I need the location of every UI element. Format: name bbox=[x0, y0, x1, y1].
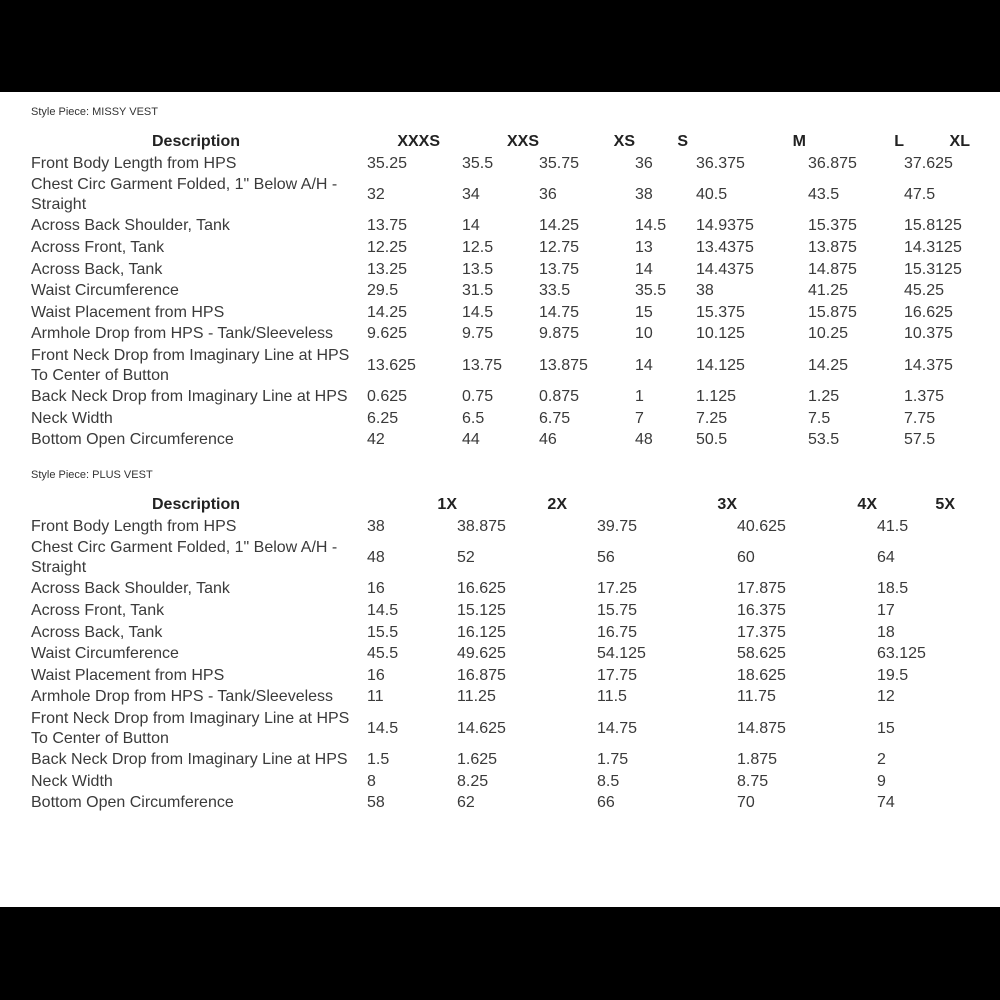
measurement-value: 14.9375 bbox=[696, 217, 754, 235]
measurement-value: 8.25 bbox=[457, 772, 489, 790]
description-header: Description bbox=[152, 495, 241, 513]
measurement-value: 36 bbox=[635, 154, 653, 172]
measurement-value: 18.625 bbox=[737, 666, 786, 684]
measurement-label: Back Neck Drop from Imaginary Line at HPS bbox=[31, 750, 348, 768]
table-row bbox=[0, 175, 1000, 216]
measurement-value: 9.875 bbox=[539, 325, 580, 343]
measurement-value: 1.25 bbox=[808, 387, 840, 405]
measurement-value: 38 bbox=[635, 186, 653, 204]
measurement-label: Armhole Drop from HPS - Tank/Sleeveless bbox=[31, 325, 334, 343]
measurement-value: 29.5 bbox=[367, 282, 399, 300]
measurement-value: 37.625 bbox=[904, 154, 953, 172]
measurement-label: Neck Width bbox=[31, 772, 113, 790]
measurement-value: 14.75 bbox=[539, 303, 580, 321]
measurement-value: 13.25 bbox=[367, 260, 408, 278]
measurement-value: 38 bbox=[696, 282, 714, 300]
header-row bbox=[0, 493, 1000, 516]
measurement-value: 6.25 bbox=[367, 409, 399, 427]
measurement-value: 6.5 bbox=[462, 409, 485, 427]
measurement-value: 14.75 bbox=[597, 719, 638, 737]
measurement-value: 57.5 bbox=[904, 431, 936, 449]
measurement-label: Front Body Length from HPS bbox=[31, 154, 237, 172]
measurement-value: 48 bbox=[367, 549, 385, 567]
measurement-value: 18.5 bbox=[877, 580, 909, 598]
measurement-value: 14.5 bbox=[462, 303, 494, 321]
table-row bbox=[0, 429, 1000, 451]
measurement-label: Back Neck Drop from Imaginary Line at HPS bbox=[31, 387, 348, 405]
measurement-value: 35.25 bbox=[367, 154, 408, 172]
measurement-value: 15.125 bbox=[457, 601, 506, 619]
size-header: 5X bbox=[935, 495, 955, 513]
measurement-label: Bottom Open Circumference bbox=[31, 794, 234, 812]
measurement-value: 10.125 bbox=[696, 325, 745, 343]
measurement-value: 32 bbox=[367, 186, 385, 204]
measurement-value: 14.25 bbox=[367, 303, 408, 321]
measurement-value: 36 bbox=[539, 186, 557, 204]
measurement-value: 34 bbox=[462, 186, 480, 204]
measurement-value: 63.125 bbox=[877, 645, 926, 663]
size-header: XXS bbox=[506, 132, 539, 150]
measurement-value: 7.25 bbox=[696, 409, 728, 427]
measurement-value: 13.4375 bbox=[696, 238, 754, 256]
measurement-value: 0.875 bbox=[539, 387, 580, 405]
measurement-value: 15.8125 bbox=[904, 217, 962, 235]
size-header: XXXS bbox=[397, 132, 440, 150]
measurement-value: 17.375 bbox=[737, 623, 786, 641]
measurement-label: Waist Circumference bbox=[31, 645, 179, 663]
measurement-value: 14 bbox=[462, 217, 480, 235]
table-row bbox=[0, 579, 1000, 601]
measurement-value: 1.875 bbox=[737, 750, 778, 768]
measurement-value: 2 bbox=[877, 750, 886, 768]
measurement-value: 16.125 bbox=[457, 623, 506, 641]
measurement-value: 13.875 bbox=[539, 356, 588, 374]
measurement-value: 1.5 bbox=[367, 750, 390, 768]
size-header: 1X bbox=[437, 495, 457, 513]
table-row bbox=[0, 280, 1000, 302]
measurement-value: 9.75 bbox=[462, 325, 494, 343]
measurement-value: 44 bbox=[462, 431, 480, 449]
measurement-value: 56 bbox=[597, 549, 615, 567]
measurement-value: 8.5 bbox=[597, 772, 620, 790]
measurement-value: 49.625 bbox=[457, 645, 506, 663]
missy-vest-table bbox=[0, 130, 1000, 451]
measurement-label: Across Front, Tank bbox=[31, 601, 165, 619]
measurement-value: 60 bbox=[737, 549, 755, 567]
measurement-label: Waist Placement from HPS bbox=[31, 303, 225, 321]
measurement-label: Chest Circ Garment Folded, 1" Below A/H - Straight bbox=[31, 176, 338, 214]
measurement-value: 38 bbox=[367, 517, 385, 535]
table-row bbox=[0, 516, 1000, 538]
measurement-label: Armhole Drop from HPS - Tank/Sleeveless bbox=[31, 688, 334, 706]
measurement-value: 14.4375 bbox=[696, 260, 754, 278]
table-row bbox=[0, 345, 1000, 386]
measurement-value: 40.625 bbox=[737, 517, 786, 535]
measurement-value: 15.75 bbox=[597, 601, 638, 619]
table-row bbox=[0, 600, 1000, 622]
table-row bbox=[0, 259, 1000, 281]
table-row bbox=[0, 153, 1000, 175]
measurement-label: Neck Width bbox=[31, 409, 113, 427]
measurement-value: 53.5 bbox=[808, 431, 840, 449]
table-row bbox=[0, 302, 1000, 324]
measurement-value: 10.25 bbox=[808, 325, 849, 343]
size-chart-sheet bbox=[0, 92, 1000, 907]
measurement-value: 31.5 bbox=[462, 282, 494, 300]
measurement-value: 33.5 bbox=[539, 282, 571, 300]
measurement-value: 15 bbox=[635, 303, 653, 321]
measurement-value: 16.625 bbox=[904, 303, 953, 321]
table-row bbox=[0, 216, 1000, 238]
table-row bbox=[0, 324, 1000, 346]
measurement-value: 48 bbox=[635, 431, 653, 449]
measurement-label: Waist Placement from HPS bbox=[31, 666, 225, 684]
measurement-value: 15.875 bbox=[808, 303, 857, 321]
measurement-value: 16.75 bbox=[597, 623, 638, 641]
measurement-value: 19.5 bbox=[877, 666, 909, 684]
measurement-value: 11.25 bbox=[457, 688, 496, 706]
measurement-value: 9.625 bbox=[367, 325, 408, 343]
plus-vest-table bbox=[0, 493, 1000, 814]
table-row bbox=[0, 771, 1000, 793]
measurement-value: 15.3125 bbox=[904, 260, 962, 278]
measurement-value: 41.25 bbox=[808, 282, 849, 300]
size-header: 4X bbox=[857, 495, 877, 513]
size-header: M bbox=[792, 132, 806, 150]
measurement-value: 38.875 bbox=[457, 517, 506, 535]
measurement-value: 10.375 bbox=[904, 325, 953, 343]
measurement-value: 14.875 bbox=[808, 260, 857, 278]
measurement-value: 42 bbox=[367, 431, 385, 449]
measurement-value: 15.5 bbox=[367, 623, 399, 641]
table-row bbox=[0, 643, 1000, 665]
measurement-value: 43.5 bbox=[808, 186, 840, 204]
table-row bbox=[0, 665, 1000, 687]
plus-style-piece-title: Style Piece: PLUS VEST bbox=[31, 469, 153, 481]
measurement-value: 1 bbox=[635, 387, 644, 405]
size-header: XL bbox=[949, 132, 970, 150]
header-row bbox=[0, 130, 1000, 153]
table-row bbox=[0, 687, 1000, 709]
measurement-value: 13.75 bbox=[539, 260, 580, 278]
measurement-value: 7.5 bbox=[808, 409, 831, 427]
measurement-value: 14.625 bbox=[457, 719, 506, 737]
measurement-value: 14.375 bbox=[904, 356, 953, 374]
measurement-value: 14.875 bbox=[737, 719, 786, 737]
measurement-value: 36.375 bbox=[696, 154, 745, 172]
measurement-value: 18 bbox=[877, 623, 895, 641]
measurement-value: 12.25 bbox=[367, 238, 408, 256]
measurement-value: 17.875 bbox=[737, 580, 786, 598]
measurement-label: Across Back, Tank bbox=[31, 623, 163, 641]
measurement-value: 54.125 bbox=[597, 645, 646, 663]
measurement-value: 35.75 bbox=[539, 154, 580, 172]
measurement-value: 45.25 bbox=[904, 282, 945, 300]
measurement-value: 70 bbox=[737, 794, 755, 812]
measurement-value: 16 bbox=[367, 580, 385, 598]
measurement-value: 13.5 bbox=[462, 260, 494, 278]
measurement-label: Front Neck Drop from Imaginary Line at HPS To Center of Button bbox=[31, 709, 350, 747]
measurement-label: Across Back, Tank bbox=[31, 260, 163, 278]
size-header: XS bbox=[613, 132, 635, 150]
measurement-label: Across Back Shoulder, Tank bbox=[31, 217, 230, 235]
measurement-value: 12 bbox=[877, 688, 895, 706]
size-header: L bbox=[894, 132, 904, 150]
measurement-value: 17.75 bbox=[597, 666, 638, 684]
measurement-value: 58.625 bbox=[737, 645, 786, 663]
table-row bbox=[0, 792, 1000, 814]
table-row bbox=[0, 708, 1000, 749]
measurement-value: 14.5 bbox=[367, 601, 399, 619]
measurement-value: 12.5 bbox=[462, 238, 494, 256]
measurement-label: Waist Circumference bbox=[31, 282, 179, 300]
measurement-value: 45.5 bbox=[367, 645, 399, 663]
description-header: Description bbox=[152, 132, 241, 150]
measurement-value: 11 bbox=[367, 688, 384, 706]
measurement-value: 11.5 bbox=[597, 688, 627, 706]
measurement-value: 16.875 bbox=[457, 666, 506, 684]
measurement-label: Chest Circ Garment Folded, 1" Below A/H - Straight bbox=[31, 539, 338, 577]
measurement-label: Front Body Length from HPS bbox=[31, 517, 237, 535]
measurement-value: 13 bbox=[635, 238, 653, 256]
measurement-value: 9 bbox=[877, 772, 886, 790]
measurement-value: 46 bbox=[539, 431, 557, 449]
measurement-label: Across Back Shoulder, Tank bbox=[31, 580, 230, 598]
measurement-value: 74 bbox=[877, 794, 895, 812]
measurement-value: 17 bbox=[877, 601, 895, 619]
measurement-value: 7.75 bbox=[904, 409, 936, 427]
measurement-value: 8 bbox=[367, 772, 376, 790]
measurement-value: 35.5 bbox=[635, 282, 667, 300]
table-row bbox=[0, 622, 1000, 644]
measurement-value: 14.125 bbox=[696, 356, 745, 374]
measurement-value: 15 bbox=[877, 719, 895, 737]
measurement-value: 14 bbox=[635, 260, 653, 278]
measurement-value: 13.625 bbox=[367, 356, 416, 374]
measurement-value: 17.25 bbox=[597, 580, 638, 598]
measurement-value: 50.5 bbox=[696, 431, 728, 449]
size-header: 2X bbox=[547, 495, 567, 513]
measurement-value: 62 bbox=[457, 794, 475, 812]
measurement-value: 1.125 bbox=[696, 387, 737, 405]
measurement-value: 35.5 bbox=[462, 154, 494, 172]
measurement-value: 41.5 bbox=[877, 517, 909, 535]
measurement-label: Bottom Open Circumference bbox=[31, 431, 234, 449]
measurement-value: 66 bbox=[597, 794, 615, 812]
measurement-value: 14.5 bbox=[367, 719, 399, 737]
measurement-label: Across Front, Tank bbox=[31, 238, 165, 256]
measurement-value: 15.375 bbox=[696, 303, 745, 321]
measurement-value: 14 bbox=[635, 356, 653, 374]
measurement-value: 36.875 bbox=[808, 154, 857, 172]
size-header: S bbox=[677, 132, 688, 150]
measurement-value: 14.5 bbox=[635, 217, 667, 235]
measurement-value: 8.75 bbox=[737, 772, 769, 790]
measurement-value: 0.625 bbox=[367, 387, 408, 405]
measurement-value: 14.25 bbox=[539, 217, 580, 235]
measurement-value: 13.75 bbox=[462, 356, 503, 374]
measurement-value: 16 bbox=[367, 666, 385, 684]
measurement-value: 52 bbox=[457, 549, 475, 567]
table-row bbox=[0, 408, 1000, 430]
measurement-value: 0.75 bbox=[462, 387, 494, 405]
measurement-value: 1.75 bbox=[597, 750, 629, 768]
measurement-value: 12.75 bbox=[539, 238, 580, 256]
measurement-value: 7 bbox=[635, 409, 644, 427]
measurement-value: 10 bbox=[635, 325, 653, 343]
table-row bbox=[0, 386, 1000, 408]
measurement-value: 16.625 bbox=[457, 580, 506, 598]
size-header: 3X bbox=[717, 495, 737, 513]
measurement-value: 16.375 bbox=[737, 601, 786, 619]
measurement-value: 1.375 bbox=[904, 387, 945, 405]
measurement-value: 13.875 bbox=[808, 238, 857, 256]
measurement-label: Front Neck Drop from Imaginary Line at HPS To Center of Button bbox=[31, 346, 350, 384]
measurement-value: 15.375 bbox=[808, 217, 857, 235]
measurement-value: 40.5 bbox=[696, 186, 728, 204]
table-row bbox=[0, 749, 1000, 771]
measurement-value: 11.75 bbox=[737, 688, 776, 706]
measurement-value: 64 bbox=[877, 549, 895, 567]
measurement-value: 39.75 bbox=[597, 517, 638, 535]
measurement-value: 14.25 bbox=[808, 356, 849, 374]
measurement-value: 58 bbox=[367, 794, 385, 812]
measurement-value: 47.5 bbox=[904, 186, 936, 204]
measurement-value: 13.75 bbox=[367, 217, 408, 235]
table-row bbox=[0, 538, 1000, 579]
measurement-value: 14.3125 bbox=[904, 238, 962, 256]
measurement-value: 6.75 bbox=[539, 409, 571, 427]
measurement-value: 1.625 bbox=[457, 750, 498, 768]
table-row bbox=[0, 237, 1000, 259]
missy-style-piece-title: Style Piece: MISSY VEST bbox=[31, 106, 158, 118]
